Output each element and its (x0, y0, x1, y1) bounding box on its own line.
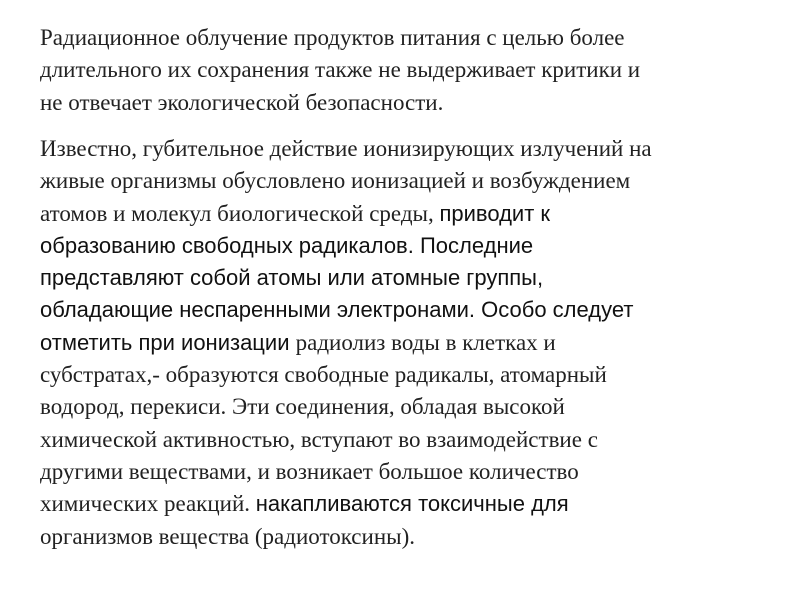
text-fragment: атомов и молекул биологической среды, (40, 200, 440, 226)
text-fragment: радиолиз воды в клетках и (295, 329, 556, 355)
text-fragment: химических реакций. (40, 491, 256, 517)
text-line: субстратах,- образуются свободные радикалы, атомарный (40, 362, 607, 388)
text-line: Известно, губительное действие ионизирующих излучений на (40, 136, 652, 161)
paragraph-ionizing-radiation (40, 133, 780, 553)
text-fragment: приводит к (439, 200, 551, 226)
text-line: химической активностью, вступают во взаимодействие с (40, 426, 598, 452)
text-line: не отвечает экологической безопасности. (40, 89, 444, 115)
paragraph-irradiation (40, 22, 780, 119)
text-line: представляют собой атомы или атомные группы, (40, 265, 544, 291)
text-line: водород, перекиси. Эти соединения, обладая высокой (40, 394, 565, 420)
text-line-mixed (40, 327, 780, 359)
text-fragment: накапливаются токсичные для (255, 491, 569, 517)
text-line: длительного их сохранения также не выдерживает критики и (40, 57, 641, 83)
text-line: организмов вещества (радиотоксины). (40, 523, 415, 549)
text-line: обладающие неспаренными электронами. Особо следует (40, 297, 634, 323)
text-line-mixed (40, 198, 780, 230)
text-fragment: отметить при ионизации (40, 329, 296, 355)
text-line-mixed (40, 488, 780, 520)
text-line: другими веществами, и возникает большое количество (40, 458, 579, 484)
text-line: Радиационное облучение продуктов питания с целью более (40, 25, 625, 50)
text-line: живые организмы обусловлено ионизацией и возбуждением (40, 168, 631, 194)
text-line: образованию свободных радикалов. Последние (40, 232, 534, 258)
